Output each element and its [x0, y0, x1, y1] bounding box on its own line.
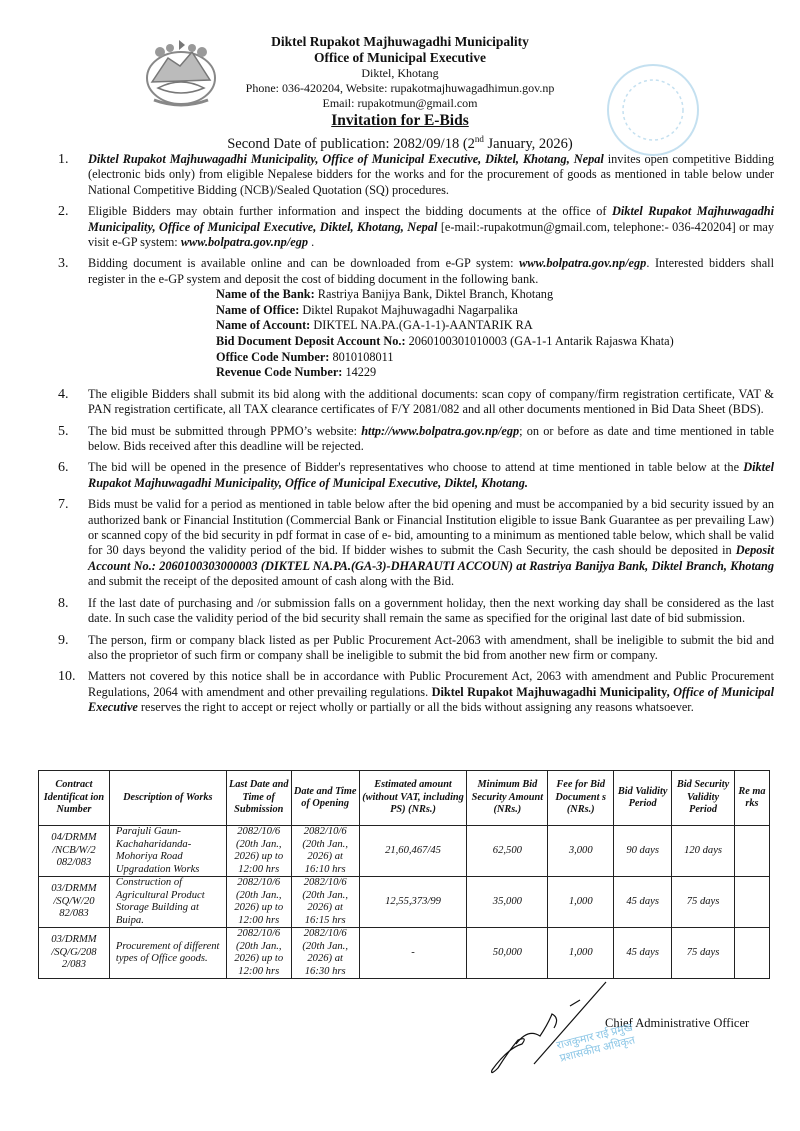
column-header: Minimum Bid Security Amount (NRs.) — [467, 771, 548, 826]
bank-detail-line — [216, 334, 774, 350]
bank-detail-value: Diktel Rupakot Majhuwagadhi Nagarpalika — [299, 302, 518, 317]
clause-number: 4. — [58, 386, 69, 402]
table-row — [39, 877, 770, 928]
clause-number: 5. — [58, 423, 69, 439]
table-cell: 2082/10/6 (20th Jan., 2026) at 16:10 hrs — [291, 826, 359, 877]
clause-number: 6. — [58, 460, 69, 476]
clause-item — [58, 204, 774, 250]
clause-number: 1. — [58, 152, 69, 167]
clause-text — [88, 460, 774, 491]
bank-details — [216, 287, 774, 381]
table-cell: 75 days — [672, 877, 735, 928]
contact-line: Phone: 036-420204, Website: rupakotmajhuwagadhimun.gov.np — [245, 81, 555, 95]
bank-detail-value: DIKTEL NA.PA.(GA-1-1)-AANTARIK RA — [310, 318, 533, 333]
bank-detail-label: Bid Document Deposit Account No.: — [216, 334, 406, 349]
clause-text-part: Diktel Rupakot Majhuwagadhi Municipality, Office of Municipal Executive, Diktel, Khotang, Nepal — [88, 204, 774, 234]
table-cell: 2082/10/6 (20th Jan., 2026) up to 12:00 hrs — [226, 826, 291, 877]
table-cell: 3,000 — [548, 826, 614, 877]
clause-text — [88, 596, 774, 627]
clause-number: 8. — [58, 595, 69, 611]
bank-detail-line — [216, 287, 774, 303]
bank-detail-label: Name of Office: — [216, 302, 300, 317]
clause-text — [88, 497, 774, 589]
table-cell — [735, 877, 770, 928]
bank-detail-label: Name of the Bank: — [216, 287, 315, 302]
clause-text — [88, 669, 774, 715]
clause-item — [58, 633, 774, 664]
clause-text-part: The person, firm or company black listed as per Public Procurement Act-2063 with amendment, shall be ineligible to submit the bid and also the proprietor of such firm or company shall be ineligible to submit the bid from another new firm or company. — [88, 632, 774, 662]
bank-detail-label: Office Code Number: — [216, 349, 330, 364]
bank-detail-value: 8010108011 — [329, 349, 394, 364]
column-header: Fee for Bid Document s (NRs.) — [548, 771, 614, 826]
table-cell: 50,000 — [467, 928, 548, 979]
table-cell: 2082/10/6 (20th Jan., 2026) up to 12:00 hrs — [226, 877, 291, 928]
bank-detail-line — [216, 365, 774, 381]
clause-text — [88, 256, 774, 380]
clause-text-part: The eligible Bidders shall submit its bid along with the additional documents: scan copy of company/firm registration certificate, VAT & PAN registration certificate, all TAX clearance certificates of F/Y 2081/082 and all other documents mentioned in Bid Data Sheet (BDS). — [88, 386, 774, 417]
table-cell: 75 days — [672, 928, 735, 979]
clause-text-part: Bids must be valid for a period as mentioned in table below after the bid opening and must be accompanied by a bid security issued by an authorized bank or Financial Institution (Commercial Bank or Financial Institution eligible to issue Bank Guarantee as per prevailing Law) or scanned copy of the bid security in pdf format in case of e- bid, amounting to a minimum as mentioned table below, which shall be valid for 30 days beyond the validity period of the bid. If bidder wishes to submit the Cash Security, the cash should be deposited in — [88, 497, 774, 558]
clause-text-part: www.bolpatra.gov.np/egp — [180, 235, 309, 250]
clause-text — [88, 387, 774, 418]
pubdate-prefix: Second Date of publication: 2082/09/18 (2 — [227, 135, 475, 152]
table-cell: 1,000 — [548, 877, 614, 928]
email-line: Email: rupakotmun@gmail.com — [322, 96, 478, 110]
office-name: Office of Municipal Executive — [313, 50, 487, 65]
table-cell: 03/DRMM /SQ/G/208 2/083 — [39, 928, 110, 979]
column-header: Last Date and Time of Submission — [226, 771, 291, 826]
clause-text-part: If the last date of purchasing and /or submission falls on a government holiday, then the next working day shall be considered as the last date. In such case the validity period of the bid security shall remain the same as specified for the original last date of bid submission. — [88, 595, 774, 626]
clause-text-part: Eligible Bidders may obtain further information and inspect the bidding documents at the office of — [88, 204, 612, 219]
table-cell: 35,000 — [467, 877, 548, 928]
table-cell: - — [359, 928, 467, 979]
table-cell: Procurement of different types of Office goods. — [109, 928, 226, 979]
clause-text — [88, 152, 774, 198]
table-cell: 2082/10/6 (20th Jan., 2026) at 16:30 hrs — [291, 928, 359, 979]
clause-number: 2. — [58, 204, 69, 220]
clause-text-part: Diktel Rupakot Majhuwagadhi Municipality, Office of Municipal Executive, Diktel, Khotang. — [88, 460, 774, 490]
clause-item — [58, 387, 774, 418]
clause-text-part: Diktel Rupakot Majhuwagadhi Municipality, — [431, 684, 674, 699]
table-cell: 45 days — [614, 928, 672, 979]
clause-item — [58, 669, 774, 715]
column-header: Contract Identificat ion Number — [39, 771, 110, 826]
column-header: Re ma rks — [735, 771, 770, 826]
clause-text-part: . — [308, 235, 315, 250]
table-cell: 90 days — [614, 826, 672, 877]
clause-number: 9. — [58, 632, 69, 648]
clause-text-part: Diktel Rupakot Majhuwagadhi Municipality, Office of Municipal Executive, Diktel, Khotang, Nepal — [88, 152, 604, 166]
clause-item — [58, 596, 774, 627]
clause-text — [88, 204, 774, 250]
table-row — [39, 928, 770, 979]
table-cell: 04/DRMM /NCB/W/2 082/083 — [39, 826, 110, 877]
clause-item — [58, 460, 774, 491]
pubdate-suffix: January, 2026) — [483, 135, 573, 152]
table-cell: 21,60,467/45 — [359, 826, 467, 877]
clause-text-part: ; on or before as date and time mentioned in table below. Bids received after this deadline will be rejected. — [88, 423, 774, 454]
table-header-row — [39, 771, 770, 826]
notice-clauses — [58, 152, 774, 722]
clause-text-part: www.bolpatra.gov.np/egp — [519, 256, 647, 271]
column-header: Description of Works — [109, 771, 226, 826]
column-header: Bid Validity Period — [614, 771, 672, 826]
table-cell: 62,500 — [467, 826, 548, 877]
table-body — [39, 826, 770, 979]
clause-number: 3. — [58, 256, 69, 272]
bank-detail-line — [216, 303, 774, 319]
column-header: Bid Security Validity Period — [672, 771, 735, 826]
table-cell: 2082/10/6 (20th Jan., 2026) up to 12:00 hrs — [226, 928, 291, 979]
clause-number: 10. — [58, 669, 76, 685]
table-cell: 120 days — [672, 826, 735, 877]
clause-text-part: . Interested bidders shall register in the e-GP system and deposit the cost of bidding document in the following bank. — [88, 256, 775, 286]
table-cell: 45 days — [614, 877, 672, 928]
publication-date — [0, 130, 800, 153]
clause-text-part: invites open competitive Bidding (electronic bids only) from eligible Nepalese bidders for the works and for the procurement of goods as mentioned in table below under National Competitive Bidding (NCB)/Sealed Quotation (SQ) procedures. — [88, 152, 774, 197]
letterhead — [0, 34, 800, 153]
clause-text-part: Bidding document is available online and can be downloaded from e-GP system: — [88, 256, 520, 271]
clause-text-part: Deposit Account No.: 2060100303000003 (DIKTEL NA.PA.(GA-3)-DHARAUTI ACCOUN) at Rastriya Banijya Bank, Diktel Branch, Khotang — [88, 543, 774, 573]
official-seal-text: राजकुमार राई प्रमुख प्रशासकीय अधिकृत — [555, 1021, 637, 1065]
clause-text-part: http://www.bolpatra.gov.np/egp — [361, 423, 520, 438]
clause-text — [88, 424, 774, 455]
clause-text-part: and submit the receipt of the deposited amount of cash along with the Bid. — [88, 574, 455, 589]
table-cell: Construction of Agricultural Product Storage Building at Buipa. — [109, 877, 226, 928]
bank-detail-label: Name of Account: — [216, 318, 311, 333]
bank-detail-line — [216, 350, 774, 366]
table-cell: Parajuli Gaun-Kachaharidanda-Mohoriya Road Upgradation Works — [109, 826, 226, 877]
clause-text-part: Office of Municipal Executive — [88, 684, 774, 715]
clause-text-part: The bid will be opened in the presence of Bidder's representatives who choose to attend at time mentioned in table below at the — [88, 460, 744, 475]
table-cell — [735, 928, 770, 979]
bank-detail-line — [216, 318, 774, 334]
column-header: Estimated amount (without VAT, including PS) (NRs.) — [359, 771, 467, 826]
office-location: Diktel, Khotang — [361, 66, 439, 80]
bids-table — [38, 770, 770, 979]
table-cell: 03/DRMM /SQ/W/20 82/083 — [39, 877, 110, 928]
clause-item — [58, 152, 774, 198]
clause-item — [58, 424, 774, 455]
table-cell — [735, 826, 770, 877]
clause-text-part: The bid must be submitted through PPMO’s website: — [88, 423, 362, 438]
clause-number: 7. — [58, 497, 69, 513]
bank-detail-value: Rastriya Banijya Bank, Diktel Branch, Khotang — [314, 287, 554, 302]
table-cell: 12,55,373/99 — [359, 877, 467, 928]
clause-text-part: [e-mail:-rupakotmun@gmail.com, telephone:- 036-420204] or may visit e-GP system: — [88, 219, 774, 250]
column-header: Date and Time of Opening — [291, 771, 359, 826]
table-cell: 1,000 — [548, 928, 614, 979]
signatory-title: Chief Administrative Officer — [605, 1016, 750, 1030]
document-title: Invitation for E-Bids — [331, 112, 469, 129]
organization-name: Diktel Rupakot Majhuwagadhi Municipality — [271, 34, 529, 49]
bank-detail-value: 14229 — [342, 365, 377, 380]
table-row — [39, 826, 770, 877]
clause-item — [58, 256, 774, 380]
clause-text — [88, 633, 774, 664]
pubdate-sup: nd — [474, 134, 484, 144]
clause-item — [58, 497, 774, 589]
bank-detail-value: 2060100301010003 (GA-1-1 Antarik Rajaswa Khata) — [405, 334, 674, 349]
bank-detail-label: Revenue Code Number: — [216, 365, 343, 380]
table-cell: 2082/10/6 (20th Jan., 2026) at 16:15 hrs — [291, 877, 359, 928]
clause-text-part: reserves the right to accept or reject wholly or partially or all the bids without assigning any reasons whatsoever. — [137, 700, 694, 715]
clause-text-part: Matters not covered by this notice shall be in accordance with Public Procurement Act, 2063 with amendment and Public Procurement Regulations, 2064 with amendment and other prevailing regulations. — [88, 669, 774, 699]
